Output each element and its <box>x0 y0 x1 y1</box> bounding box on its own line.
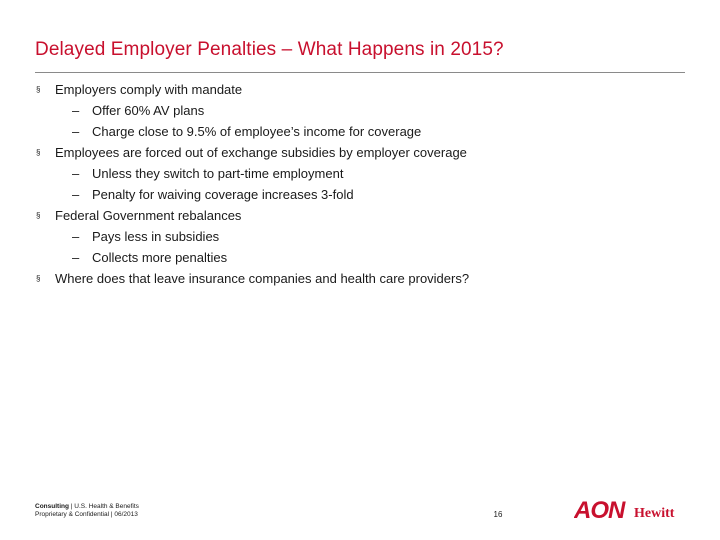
sub-bullet-text: Pays less in subsidies <box>92 229 220 244</box>
sub-bullet-text: Offer 60% AV plans <box>92 103 205 118</box>
bullet-list <box>35 79 675 289</box>
sub-bullet-item <box>35 163 675 184</box>
sub-bullet-text: Collects more penalties <box>92 250 228 265</box>
footer-line-2: Proprietary & Confidential | 06/2013 <box>35 511 138 518</box>
sub-bullet-item <box>35 247 675 268</box>
logo-brand-sub: Hewitt <box>634 506 675 521</box>
sub-bullet-item <box>35 100 675 121</box>
aon-hewitt-logo <box>574 496 686 522</box>
bullet-item <box>35 79 675 100</box>
sub-bullet-item <box>35 184 675 205</box>
bullet-item <box>35 268 675 289</box>
bullet-marker: § <box>36 85 41 94</box>
sub-bullet-marker: – <box>72 229 80 244</box>
sub-bullet-item <box>35 226 675 247</box>
footer-practice: | U.S. Health & Benefits <box>68 503 139 510</box>
sub-bullet-text: Penalty for waiving coverage increases 3-fold <box>92 187 354 202</box>
logo-brand-main: AON <box>574 497 625 522</box>
sub-bullet-marker: – <box>72 103 80 118</box>
sub-bullet-text: Charge close to 9.5% of employee’s income for coverage <box>92 124 422 139</box>
bullet-text: Federal Government rebalances <box>55 208 242 223</box>
footer-info <box>35 503 139 519</box>
bullet-text: Employees are forced out of exchange subsidies by employer coverage <box>55 145 467 160</box>
footer-line-1 <box>35 503 139 511</box>
bullet-marker: § <box>36 148 41 157</box>
sub-bullet-marker: – <box>72 187 80 202</box>
bullet-text: Where does that leave insurance companies and health care providers? <box>55 271 470 286</box>
title-divider <box>35 72 685 73</box>
sub-bullet-marker: – <box>72 124 80 139</box>
sub-bullet-marker: – <box>72 166 80 181</box>
bullet-marker: § <box>36 274 41 283</box>
footer-division: Consulting <box>35 503 69 510</box>
sub-bullet-text: Unless they switch to part-time employment <box>92 166 344 181</box>
bullet-item <box>35 205 675 226</box>
bullet-marker: § <box>36 211 41 220</box>
sub-bullet-marker: – <box>72 250 80 265</box>
sub-bullet-item <box>35 121 675 142</box>
bullet-item <box>35 142 675 163</box>
page-number: 16 <box>493 510 503 519</box>
bullet-text: Employers comply with mandate <box>55 82 243 97</box>
slide-title: Delayed Employer Penalties – What Happens in 2015? <box>35 39 504 60</box>
